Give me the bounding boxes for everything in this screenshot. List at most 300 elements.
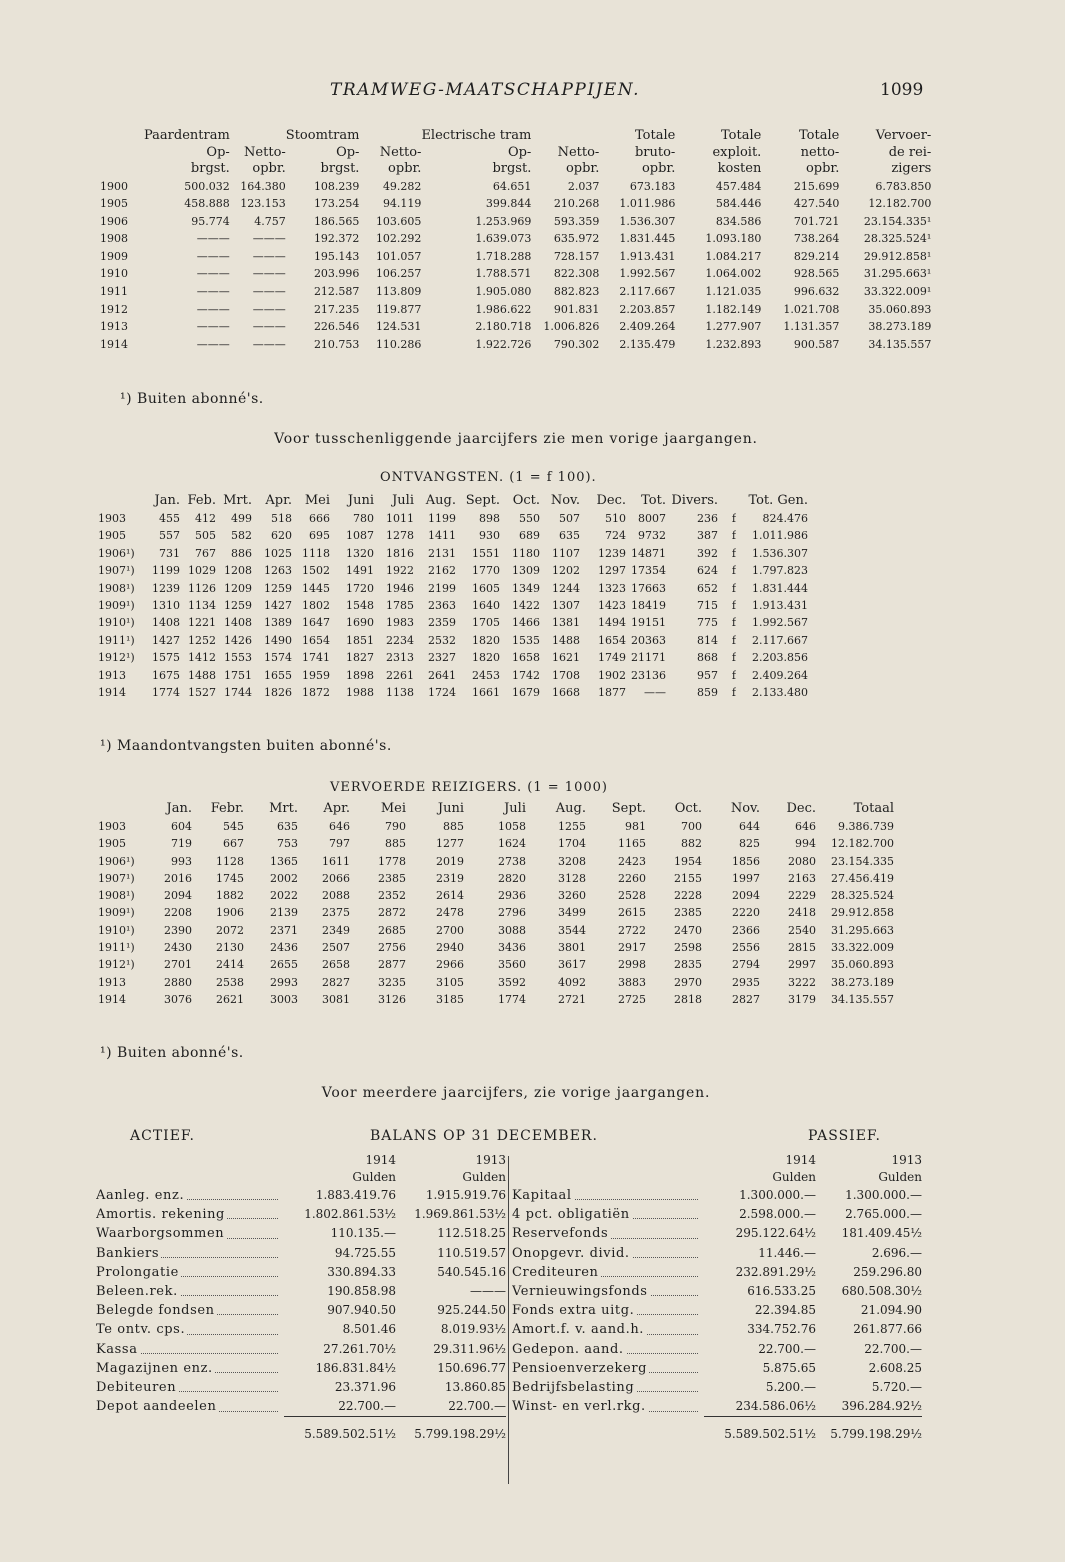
value-cell: 94.119 bbox=[382, 197, 422, 211]
value-cell: 2.203.856 bbox=[752, 651, 808, 665]
value-cell: 1.639.073 bbox=[475, 232, 532, 246]
value-cell: 1.797.823 bbox=[752, 564, 808, 578]
value-cell: 1751 bbox=[224, 668, 252, 682]
year-cell: 1905 bbox=[98, 529, 126, 543]
value-cell: 1954 bbox=[674, 854, 702, 868]
summary-header-row bbox=[100, 145, 931, 162]
value-cell: 1922 bbox=[386, 564, 414, 578]
year-cell: 1914 bbox=[98, 992, 126, 1006]
value-cell: 2794 bbox=[732, 958, 760, 972]
value-cell: 780 bbox=[353, 512, 374, 525]
value-cell: 719 bbox=[171, 837, 192, 851]
liability-value-1913: 396.284.92½ bbox=[841, 1399, 922, 1414]
year-cell: 1908 bbox=[100, 232, 128, 246]
value-cell: 2390 bbox=[164, 923, 192, 937]
value-cell: 1134 bbox=[188, 599, 216, 613]
value-cell: 2880 bbox=[164, 975, 192, 989]
liability-label bbox=[512, 1320, 704, 1339]
value-cell: 1640 bbox=[472, 599, 500, 613]
column-header bbox=[100, 145, 144, 162]
column-header: bruto- bbox=[634, 144, 676, 160]
value-cell: 715 bbox=[697, 599, 718, 613]
column-header bbox=[98, 800, 142, 818]
value-cell: 824.476 bbox=[762, 512, 808, 525]
table-row bbox=[98, 922, 894, 939]
value-cell: 1675 bbox=[152, 668, 180, 682]
value-cell: 1165 bbox=[618, 837, 646, 851]
month-header-row bbox=[98, 492, 808, 510]
value-cell: 624 bbox=[697, 564, 718, 578]
liability-label-text: Reservefonds bbox=[512, 1226, 609, 1242]
value-cell: 1488 bbox=[552, 633, 580, 647]
table-row bbox=[98, 580, 808, 597]
table-row bbox=[98, 562, 808, 579]
value-cell: 1.277.907 bbox=[705, 320, 762, 334]
asset-label bbox=[96, 1263, 284, 1282]
value-cell: 2917 bbox=[618, 941, 646, 955]
asset-row bbox=[96, 1263, 506, 1282]
value-cell: 2155 bbox=[674, 871, 702, 885]
value-cell: 23.154.335 bbox=[831, 854, 894, 868]
value-cell: 195.143 bbox=[313, 249, 360, 263]
value-cell: 2.133.480 bbox=[752, 686, 808, 700]
column-header: Paardentram bbox=[144, 128, 230, 143]
asset-value-1914: 22.700.— bbox=[338, 1399, 396, 1414]
column-header bbox=[531, 128, 599, 145]
value-cell: 1118 bbox=[302, 546, 330, 560]
value-cell: 12.182.700 bbox=[868, 197, 932, 211]
value-cell: 119.877 bbox=[375, 302, 422, 316]
asset-label bbox=[96, 1378, 284, 1397]
asset-label bbox=[96, 1244, 284, 1263]
value-cell: 635.972 bbox=[553, 232, 600, 246]
value-cell: 1408 bbox=[152, 616, 180, 630]
value-cell: 1535 bbox=[512, 633, 540, 647]
table-row bbox=[100, 178, 931, 196]
value-cell: 859 bbox=[697, 686, 718, 700]
value-cell: 882 bbox=[681, 837, 702, 851]
value-cell: 898 bbox=[479, 512, 500, 525]
value-cell: 1553 bbox=[224, 651, 252, 665]
value-cell: 2261 bbox=[386, 668, 414, 682]
value-cell: 928.565 bbox=[793, 267, 840, 281]
column-header: Oct. bbox=[674, 801, 702, 816]
liability-label-text: Pensioenverzekerg bbox=[512, 1360, 648, 1376]
value-cell: 775 bbox=[697, 616, 718, 630]
value-cell: 212.587 bbox=[313, 285, 360, 299]
value-cell: 1239 bbox=[152, 581, 180, 595]
value-cell: 2827 bbox=[732, 992, 760, 1006]
asset-value-1913: ——— bbox=[470, 1284, 506, 1299]
value-cell: 582 bbox=[231, 529, 252, 543]
value-cell: 1827 bbox=[346, 651, 374, 665]
currency-header: Gulden bbox=[352, 1170, 396, 1184]
value-cell: 4.757 bbox=[254, 214, 286, 228]
column-header: Mrt. bbox=[269, 801, 298, 816]
value-cell: 399.844 bbox=[485, 197, 532, 211]
value-cell: 95.774 bbox=[191, 214, 230, 228]
liability-row bbox=[512, 1340, 922, 1359]
value-cell: ——— bbox=[252, 267, 286, 281]
total-1913: 5.799.198.29½ bbox=[396, 1417, 506, 1452]
table-row bbox=[98, 667, 808, 684]
value-cell: ——— bbox=[252, 320, 286, 334]
balance-divider bbox=[508, 1156, 509, 1484]
year-cell: 1911¹) bbox=[98, 941, 135, 955]
liability-value-1914: 232.891.29½ bbox=[735, 1264, 816, 1279]
value-cell: 667 bbox=[223, 837, 244, 851]
table-row bbox=[98, 818, 894, 835]
value-cell: 1278 bbox=[386, 529, 414, 543]
value-cell: 1427 bbox=[152, 633, 180, 647]
value-cell: 1381 bbox=[552, 616, 580, 630]
column-header bbox=[230, 128, 286, 145]
table-row bbox=[100, 318, 931, 336]
year-cell: 1912¹) bbox=[98, 651, 135, 665]
value-cell: 14871 bbox=[631, 546, 666, 560]
value-cell: 31.295.663¹ bbox=[863, 267, 932, 281]
year-cell: 1913 bbox=[98, 668, 126, 682]
column-header: brgst. bbox=[320, 161, 360, 176]
value-cell: 1.011.986 bbox=[619, 197, 676, 211]
value-cell: 3801 bbox=[558, 941, 586, 955]
value-cell: 2470 bbox=[674, 923, 702, 937]
value-cell: 994 bbox=[795, 837, 816, 851]
liability-label bbox=[512, 1301, 704, 1320]
currency-header-row bbox=[512, 1169, 922, 1186]
liability-label-text: Winst- en verl.rkg. bbox=[512, 1399, 646, 1415]
value-cell: 2423 bbox=[618, 854, 646, 868]
summary-table-block bbox=[100, 128, 931, 353]
liability-label-text: Fonds extra uitg. bbox=[512, 1303, 635, 1319]
column-header: zigers bbox=[891, 161, 932, 176]
value-cell: 1.788.571 bbox=[475, 267, 532, 281]
value-cell: 2.409.264 bbox=[752, 668, 808, 682]
year-cell: 1910 bbox=[100, 267, 128, 281]
value-cell: 996.632 bbox=[793, 285, 840, 299]
value-cell: 1749 bbox=[598, 651, 626, 665]
value-cell: 412 bbox=[195, 512, 216, 525]
asset-label bbox=[96, 1320, 284, 1339]
value-cell: 1654 bbox=[598, 633, 626, 647]
liability-row bbox=[512, 1378, 922, 1397]
summary-footnote: ¹) Buiten abonné's. bbox=[120, 391, 264, 407]
value-cell: f bbox=[731, 512, 736, 525]
value-cell: 1365 bbox=[270, 854, 298, 868]
liability-label bbox=[512, 1340, 704, 1359]
column-header: Op- bbox=[507, 144, 532, 160]
value-cell: 2528 bbox=[618, 889, 646, 903]
page-number: 1099 bbox=[880, 80, 924, 100]
asset-label bbox=[96, 1301, 284, 1320]
table-row bbox=[100, 248, 931, 266]
value-cell: f bbox=[731, 529, 736, 543]
asset-value-1914: 94.725.55 bbox=[334, 1245, 396, 1260]
value-cell: 113.809 bbox=[375, 285, 422, 299]
value-cell: 34.135.557 bbox=[868, 337, 932, 351]
column-header bbox=[98, 492, 142, 510]
value-cell: 2936 bbox=[498, 889, 526, 903]
value-cell: 738.264 bbox=[793, 232, 840, 246]
value-cell: ——— bbox=[196, 302, 230, 316]
column-header: Netto- bbox=[244, 144, 286, 160]
column-header: Dec. bbox=[786, 801, 816, 816]
value-cell: 957 bbox=[697, 668, 718, 682]
liability-value-1914: 295.122.64½ bbox=[735, 1226, 816, 1241]
value-cell: 1058 bbox=[498, 820, 526, 833]
asset-label-text: Te ontv. cps. bbox=[96, 1322, 186, 1338]
value-cell: 28.325.524 bbox=[831, 889, 894, 903]
value-cell: 1.992.567 bbox=[619, 267, 676, 281]
liability-value-1913: 21.094.90 bbox=[860, 1303, 922, 1318]
value-cell: 18419 bbox=[631, 599, 666, 613]
asset-label bbox=[96, 1186, 284, 1205]
total-1914: 5.589.502.51½ bbox=[284, 1417, 396, 1452]
value-cell: 387 bbox=[697, 529, 718, 543]
asset-row bbox=[96, 1301, 506, 1320]
liability-value-1914: 5.200.— bbox=[765, 1380, 816, 1395]
value-cell: 635 bbox=[559, 529, 580, 543]
value-cell: 4092 bbox=[558, 975, 586, 989]
value-cell: f bbox=[731, 616, 736, 630]
value-cell: 2359 bbox=[428, 616, 456, 630]
value-cell: 2538 bbox=[216, 975, 244, 989]
value-cell: 1323 bbox=[598, 581, 626, 595]
column-header: Op- bbox=[206, 144, 230, 160]
value-cell: 2229 bbox=[788, 889, 816, 903]
value-cell: 17663 bbox=[631, 581, 666, 595]
value-cell: 2835 bbox=[674, 958, 702, 972]
value-cell: 2997 bbox=[788, 958, 816, 972]
value-cell: f bbox=[731, 686, 736, 700]
asset-label-text: Prolongatie bbox=[96, 1264, 179, 1280]
value-cell: 1202 bbox=[552, 564, 580, 578]
liability-label bbox=[512, 1359, 704, 1378]
assets-table bbox=[96, 1152, 506, 1451]
value-cell: 455 bbox=[159, 512, 180, 525]
column-header: Op- bbox=[336, 144, 360, 160]
value-cell: 210.753 bbox=[313, 337, 360, 351]
asset-value-1913: 925.244.50 bbox=[437, 1303, 506, 1318]
value-cell: 392 bbox=[697, 546, 718, 560]
value-cell: 1.986.622 bbox=[475, 302, 532, 316]
value-cell: 1408 bbox=[224, 616, 252, 630]
value-cell: 834.586 bbox=[715, 214, 762, 228]
value-cell: 1349 bbox=[512, 581, 540, 595]
table-row bbox=[100, 283, 931, 301]
value-cell: 689 bbox=[519, 529, 540, 543]
asset-value-1913: 13.860.85 bbox=[444, 1380, 506, 1395]
month-header-row bbox=[98, 800, 894, 818]
column-header: Sept. bbox=[611, 801, 646, 816]
asset-value-1913: 1.969.861.53½ bbox=[414, 1207, 506, 1222]
value-cell: 2234 bbox=[386, 633, 414, 647]
value-cell: 9.386.739 bbox=[838, 820, 894, 833]
value-cell: 507 bbox=[559, 512, 580, 525]
value-cell: 550 bbox=[519, 512, 540, 525]
value-cell: 1778 bbox=[378, 854, 406, 868]
table-row bbox=[100, 230, 931, 248]
value-cell: 790 bbox=[385, 820, 406, 833]
year-cell: 1909¹) bbox=[98, 906, 135, 920]
value-cell: 1138 bbox=[386, 686, 414, 700]
column-header: Mei bbox=[304, 493, 330, 508]
liability-value-1913: 22.700.— bbox=[864, 1341, 922, 1356]
receipts-table bbox=[98, 492, 808, 701]
column-header: Jan. bbox=[154, 493, 180, 508]
value-cell: 1872 bbox=[302, 686, 330, 700]
value-cell: 458.888 bbox=[184, 197, 230, 211]
asset-value-1914: 110.135.— bbox=[330, 1226, 396, 1241]
value-cell: ——— bbox=[252, 285, 286, 299]
table-row bbox=[100, 265, 931, 283]
column-header: exploit. bbox=[712, 144, 762, 160]
value-cell: 210.268 bbox=[553, 197, 600, 211]
value-cell: 2940 bbox=[436, 941, 464, 955]
value-cell: 1107 bbox=[552, 546, 580, 560]
liability-label bbox=[512, 1186, 704, 1205]
year-cell: 1903 bbox=[98, 512, 126, 525]
value-cell: 1882 bbox=[216, 889, 244, 903]
value-cell: 1574 bbox=[264, 651, 292, 665]
value-cell: ——— bbox=[196, 232, 230, 246]
asset-label bbox=[96, 1359, 284, 1378]
value-cell: 1668 bbox=[552, 686, 580, 700]
value-cell: 1494 bbox=[598, 616, 626, 630]
column-header: Vervoer- bbox=[875, 128, 932, 143]
value-cell: 2072 bbox=[216, 923, 244, 937]
passengers-table-block bbox=[98, 800, 894, 1008]
table-row bbox=[98, 510, 808, 527]
value-cell: 1679 bbox=[512, 686, 540, 700]
liability-value-1914: 2.598.000.— bbox=[739, 1207, 816, 1222]
value-cell: 644 bbox=[739, 820, 760, 833]
liability-label-text: Crediteuren bbox=[512, 1264, 599, 1280]
value-cell: 2701 bbox=[164, 958, 192, 972]
value-cell: f bbox=[731, 546, 736, 560]
value-cell: 584.446 bbox=[715, 197, 762, 211]
value-cell: ——— bbox=[196, 267, 230, 281]
value-cell: f bbox=[731, 599, 736, 613]
asset-value-1914: 8.501.46 bbox=[342, 1322, 396, 1337]
value-cell: 35.060.893 bbox=[868, 302, 932, 316]
value-cell: 1661 bbox=[472, 686, 500, 700]
column-header: Aug. bbox=[555, 801, 586, 816]
value-cell: 885 bbox=[385, 837, 406, 851]
column-header: Tot. Gen. bbox=[748, 493, 808, 508]
liability-value-1913: 261.877.66 bbox=[853, 1322, 922, 1337]
value-cell: 673.183 bbox=[629, 179, 676, 193]
table-row bbox=[98, 545, 808, 562]
total-label bbox=[96, 1417, 284, 1452]
year-header: 1913 bbox=[475, 1153, 506, 1167]
value-cell: 3560 bbox=[498, 958, 526, 972]
value-cell: 110.286 bbox=[375, 337, 422, 351]
column-header: Jan. bbox=[166, 801, 192, 816]
value-cell: 1983 bbox=[386, 616, 414, 630]
year-cell: 1906¹) bbox=[98, 854, 135, 868]
column-header: Apr. bbox=[323, 801, 350, 816]
blank-header bbox=[512, 1152, 704, 1169]
value-cell: 1575 bbox=[152, 651, 180, 665]
column-header: Febr. bbox=[210, 801, 244, 816]
value-cell: 12.182.700 bbox=[831, 837, 894, 851]
value-cell: 510 bbox=[605, 512, 626, 525]
asset-row bbox=[96, 1224, 506, 1243]
value-cell: 49.282 bbox=[382, 179, 422, 193]
year-cell: 1907¹) bbox=[98, 564, 135, 578]
column-header: Electrische tram bbox=[421, 128, 532, 143]
value-cell: 1307 bbox=[552, 599, 580, 613]
value-cell: 2139 bbox=[270, 906, 298, 920]
table-row bbox=[98, 956, 894, 973]
value-cell: 1310 bbox=[152, 599, 180, 613]
value-cell: ——— bbox=[252, 232, 286, 246]
value-cell: 1741 bbox=[302, 651, 330, 665]
liability-row bbox=[512, 1301, 922, 1320]
asset-value-1914: 186.831.84½ bbox=[315, 1360, 396, 1375]
column-header bbox=[100, 161, 144, 178]
value-cell: 700 bbox=[681, 820, 702, 833]
value-cell: 728.157 bbox=[553, 249, 600, 263]
column-header: brgst. bbox=[492, 161, 532, 176]
column-header: Nov. bbox=[730, 801, 760, 816]
value-cell: 2540 bbox=[788, 923, 816, 937]
asset-row bbox=[96, 1244, 506, 1263]
value-cell: 1.718.288 bbox=[475, 249, 532, 263]
value-cell: 2641 bbox=[428, 668, 456, 682]
value-cell: ——— bbox=[196, 249, 230, 263]
value-cell: 1.064.002 bbox=[705, 267, 762, 281]
year-cell: 1909 bbox=[100, 249, 128, 263]
liability-value-1914: 616.533.25 bbox=[747, 1284, 816, 1299]
value-cell: 427.540 bbox=[793, 197, 840, 211]
value-cell: 1011 bbox=[386, 512, 414, 525]
liability-value-1913: 1.300.000.— bbox=[845, 1188, 922, 1202]
liability-value-1913: 259.296.80 bbox=[853, 1264, 922, 1279]
value-cell: 2319 bbox=[436, 871, 464, 885]
value-cell: 868 bbox=[697, 651, 718, 665]
value-cell: 3003 bbox=[270, 992, 298, 1006]
value-cell: 101.057 bbox=[375, 249, 422, 263]
running-title: TRAMWEG-MAATSCHAPPIJEN. bbox=[330, 80, 640, 100]
year-header: 1914 bbox=[365, 1153, 396, 1167]
value-cell: 2163 bbox=[788, 871, 816, 885]
value-cell: 1.913.431 bbox=[619, 249, 676, 263]
value-cell: 1199 bbox=[428, 512, 456, 525]
column-header: opbr. bbox=[641, 161, 676, 176]
year-cell: 1911¹) bbox=[98, 633, 135, 647]
column-header: Sept. bbox=[465, 493, 500, 508]
value-cell: 814 bbox=[697, 633, 718, 647]
blank-header bbox=[96, 1169, 284, 1186]
value-cell: 1997 bbox=[732, 871, 760, 885]
column-header: kosten bbox=[717, 161, 762, 176]
table-row bbox=[98, 939, 894, 956]
currency-header: Gulden bbox=[878, 1170, 922, 1184]
value-cell: 1445 bbox=[302, 581, 330, 595]
asset-label-text: Belegde fondsen bbox=[96, 1303, 215, 1319]
value-cell: 1.831.444 bbox=[752, 581, 808, 595]
asset-value-1913: 110.519.57 bbox=[437, 1245, 506, 1260]
value-cell: 2818 bbox=[674, 992, 702, 1006]
value-cell: 2796 bbox=[498, 906, 526, 920]
value-cell: 1742 bbox=[512, 668, 540, 682]
liability-label-text: Vernieuwingsfonds bbox=[512, 1284, 648, 1300]
value-cell: 1744 bbox=[224, 686, 252, 700]
value-cell: 1988 bbox=[346, 686, 374, 700]
value-cell: 3436 bbox=[498, 941, 526, 955]
